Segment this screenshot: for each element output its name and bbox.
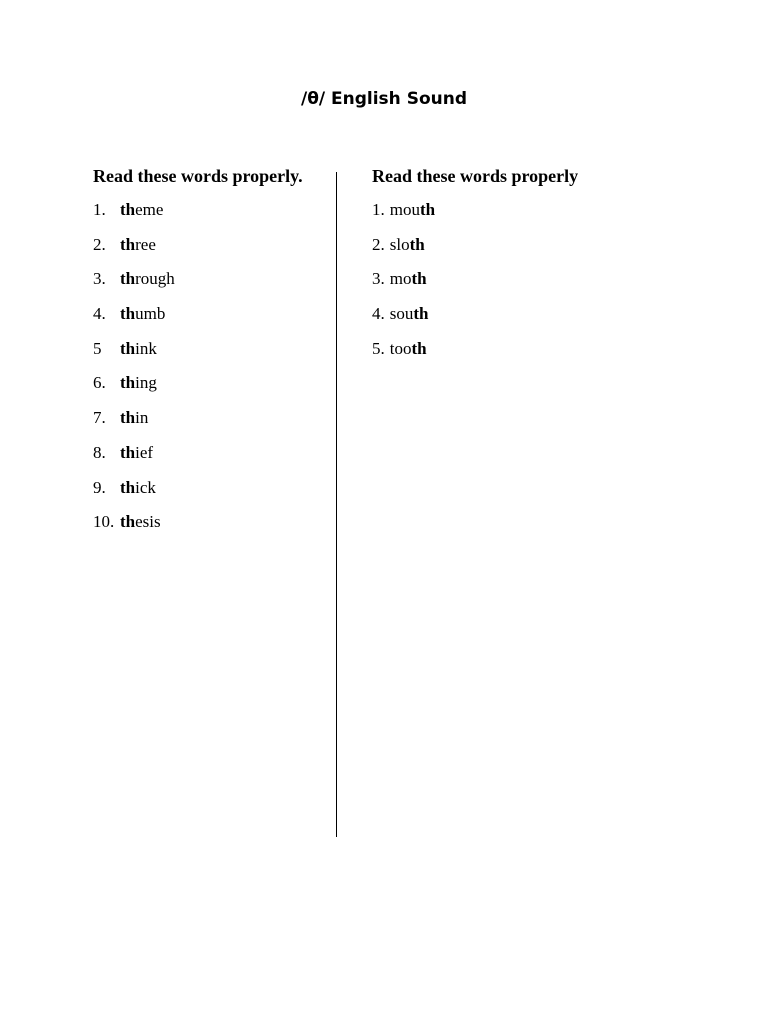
- word-prefix: th: [120, 338, 136, 358]
- item-number: 4.: [372, 304, 385, 324]
- list-item: [93, 267, 328, 302]
- word-rest: ick: [135, 477, 156, 497]
- list-item: [372, 302, 672, 337]
- left-column: [93, 164, 328, 545]
- word-suffix: th: [411, 338, 427, 358]
- list-item: [93, 337, 328, 372]
- item-number: 6.: [93, 373, 106, 393]
- word-prefix: th: [120, 512, 136, 532]
- word-suffix: th: [419, 200, 436, 219]
- item-number: 1.: [93, 200, 106, 219]
- word-prefix: th: [120, 234, 136, 254]
- word-rest: ink: [135, 338, 157, 358]
- list-item: [372, 267, 672, 302]
- word-prefix: th: [120, 442, 136, 462]
- word-rest: ief: [135, 442, 154, 462]
- list-item: [93, 476, 328, 511]
- column-divider: [336, 172, 337, 837]
- word-stem: sou: [389, 304, 414, 324]
- item-number: 10.: [93, 512, 115, 532]
- item-number: 9.: [93, 477, 106, 497]
- word-suffix: th: [409, 234, 425, 254]
- item-number: 4.: [93, 304, 106, 324]
- word-stem: mou: [389, 200, 420, 219]
- list-item: [93, 302, 328, 337]
- list-item: [372, 337, 672, 372]
- left-word-list: [93, 198, 328, 545]
- right-word-list: [372, 198, 672, 371]
- word-suffix: th: [411, 269, 427, 289]
- item-number: 3.: [93, 269, 106, 289]
- item-number: 7.: [93, 408, 106, 428]
- word-rest: ing: [135, 373, 157, 393]
- word-stem: slo: [389, 234, 410, 254]
- word-prefix: th: [120, 304, 136, 324]
- item-number: 1.: [372, 200, 385, 219]
- item-number: 5.: [372, 338, 385, 358]
- list-item: [93, 233, 328, 268]
- word-suffix: th: [413, 304, 429, 324]
- word-prefix: th: [120, 408, 136, 428]
- left-column-heading: Read these words properly.: [93, 166, 303, 186]
- list-item: [93, 510, 328, 545]
- item-number: 5: [93, 338, 102, 358]
- word-rest: in: [135, 408, 149, 428]
- right-column: [372, 164, 672, 371]
- list-item: [93, 406, 328, 441]
- word-prefix: th: [120, 477, 136, 497]
- item-number: 8.: [93, 442, 106, 462]
- item-number: 3.: [372, 269, 385, 289]
- item-number: 2.: [93, 234, 106, 254]
- word-prefix: th: [120, 373, 136, 393]
- word-rest: eme: [135, 200, 164, 219]
- word-prefix: th: [120, 200, 136, 219]
- word-prefix: th: [120, 269, 136, 289]
- word-stem: mo: [389, 269, 412, 289]
- list-item: [93, 441, 328, 476]
- item-number: 2.: [372, 234, 385, 254]
- word-stem: too: [389, 338, 412, 358]
- word-rest: ree: [135, 234, 156, 254]
- word-rest: rough: [135, 269, 175, 289]
- word-rest: umb: [135, 304, 166, 324]
- list-item: [372, 233, 672, 268]
- list-item: [372, 198, 672, 233]
- list-item: [93, 371, 328, 406]
- right-column-heading: Read these words properly: [372, 166, 579, 186]
- page-title: /θ/ English Sound: [301, 89, 467, 109]
- list-item: [93, 198, 328, 233]
- word-rest: esis: [135, 512, 161, 532]
